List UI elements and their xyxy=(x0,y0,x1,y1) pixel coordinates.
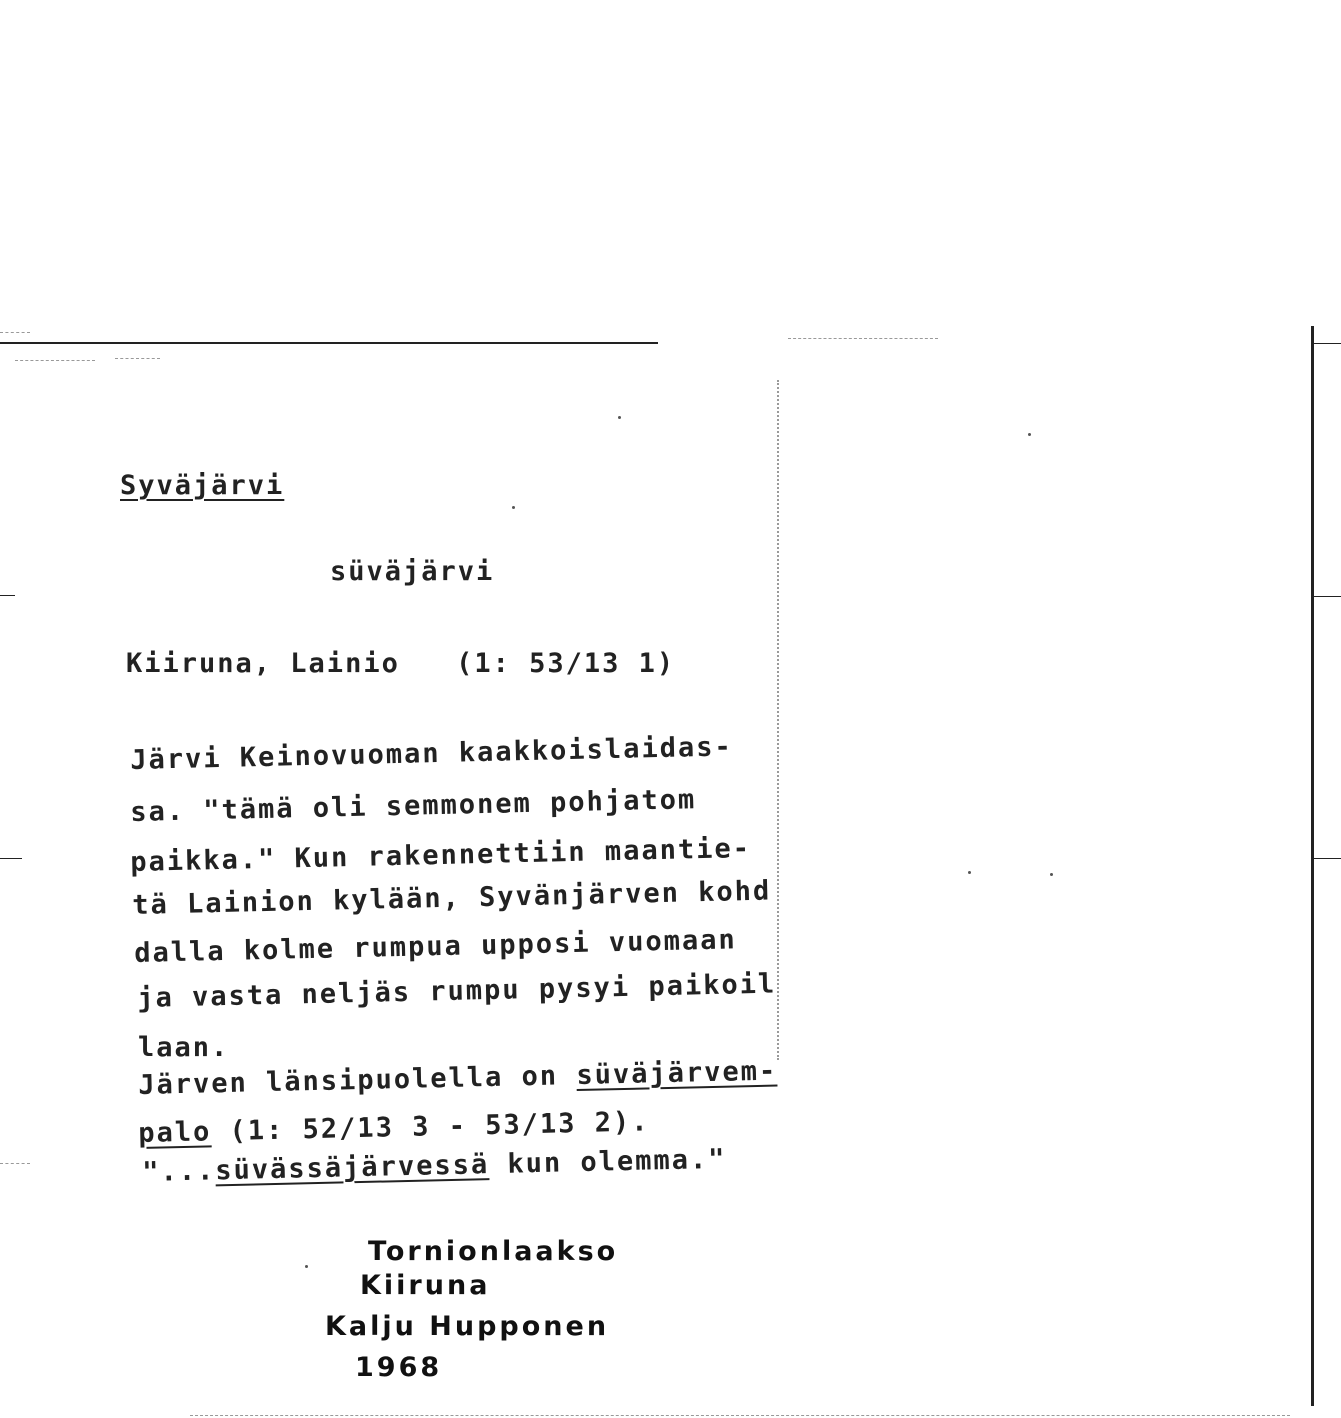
location: Kiiruna, Lainio xyxy=(126,648,400,679)
right-border-tick xyxy=(1314,596,1341,597)
scan-line xyxy=(0,1163,30,1164)
quote-line xyxy=(142,1144,727,1188)
west-reference: (1: 52/13 3 - 53/13 2). xyxy=(211,1106,650,1148)
right-border-tick xyxy=(1314,343,1341,344)
body-line: sa. "tämä oli semmonem pohjatom xyxy=(130,784,697,828)
fold-line xyxy=(777,380,779,1060)
quote-open: "... xyxy=(142,1155,216,1188)
scan-line xyxy=(115,358,160,359)
stamp-region: Tornionlaakso xyxy=(368,1236,619,1267)
phonetic-form: süväjärvi xyxy=(330,556,495,587)
body-line: ja vasta neljäs rumpu pysyi paikoil xyxy=(137,968,777,1014)
map-reference: (1: 53/13 1) xyxy=(456,648,676,679)
west-line xyxy=(138,1056,777,1101)
stamp-year: 1968 xyxy=(355,1352,443,1383)
right-border xyxy=(1311,326,1314,1406)
scan-line xyxy=(190,1415,1290,1416)
scan-line xyxy=(788,338,938,339)
left-edge-tick xyxy=(0,858,22,859)
speck xyxy=(618,416,621,419)
speck xyxy=(1028,433,1031,436)
location-line xyxy=(126,648,675,679)
card-title: Syväjärvi xyxy=(120,470,285,501)
place-name-part: süväjärvem- xyxy=(576,1055,778,1092)
top-border xyxy=(0,342,658,344)
speck xyxy=(512,506,515,509)
body-line: tä Lainion kylään, Syvänjärven kohd xyxy=(132,875,772,921)
right-border-tick xyxy=(1314,858,1341,859)
quoted-word: süvässäjärvessä xyxy=(215,1149,490,1187)
west-prefix: Järven länsipuolella on xyxy=(138,1060,577,1101)
scan-line xyxy=(15,360,95,361)
quote-rest: kun olemma." xyxy=(488,1143,727,1181)
scan-line xyxy=(0,332,30,333)
body-line: paikka." Kun rakennettiin maantie- xyxy=(130,832,752,878)
body-line: Järvi Keinovuoman kaakkoislaidas- xyxy=(130,731,733,776)
place-name-part: palo xyxy=(138,1116,212,1149)
speck xyxy=(968,871,971,874)
left-edge-tick xyxy=(0,595,15,596)
stamp-parish: Kiiruna xyxy=(360,1270,491,1301)
body-line: laan. xyxy=(138,1032,230,1063)
west-line-2 xyxy=(138,1106,650,1149)
speck xyxy=(305,1265,308,1268)
body-line: dalla kolme rumpua upposi vuomaan xyxy=(134,924,737,969)
speck xyxy=(1050,873,1053,876)
stamp-collector: Kalju Hupponen xyxy=(325,1311,610,1342)
